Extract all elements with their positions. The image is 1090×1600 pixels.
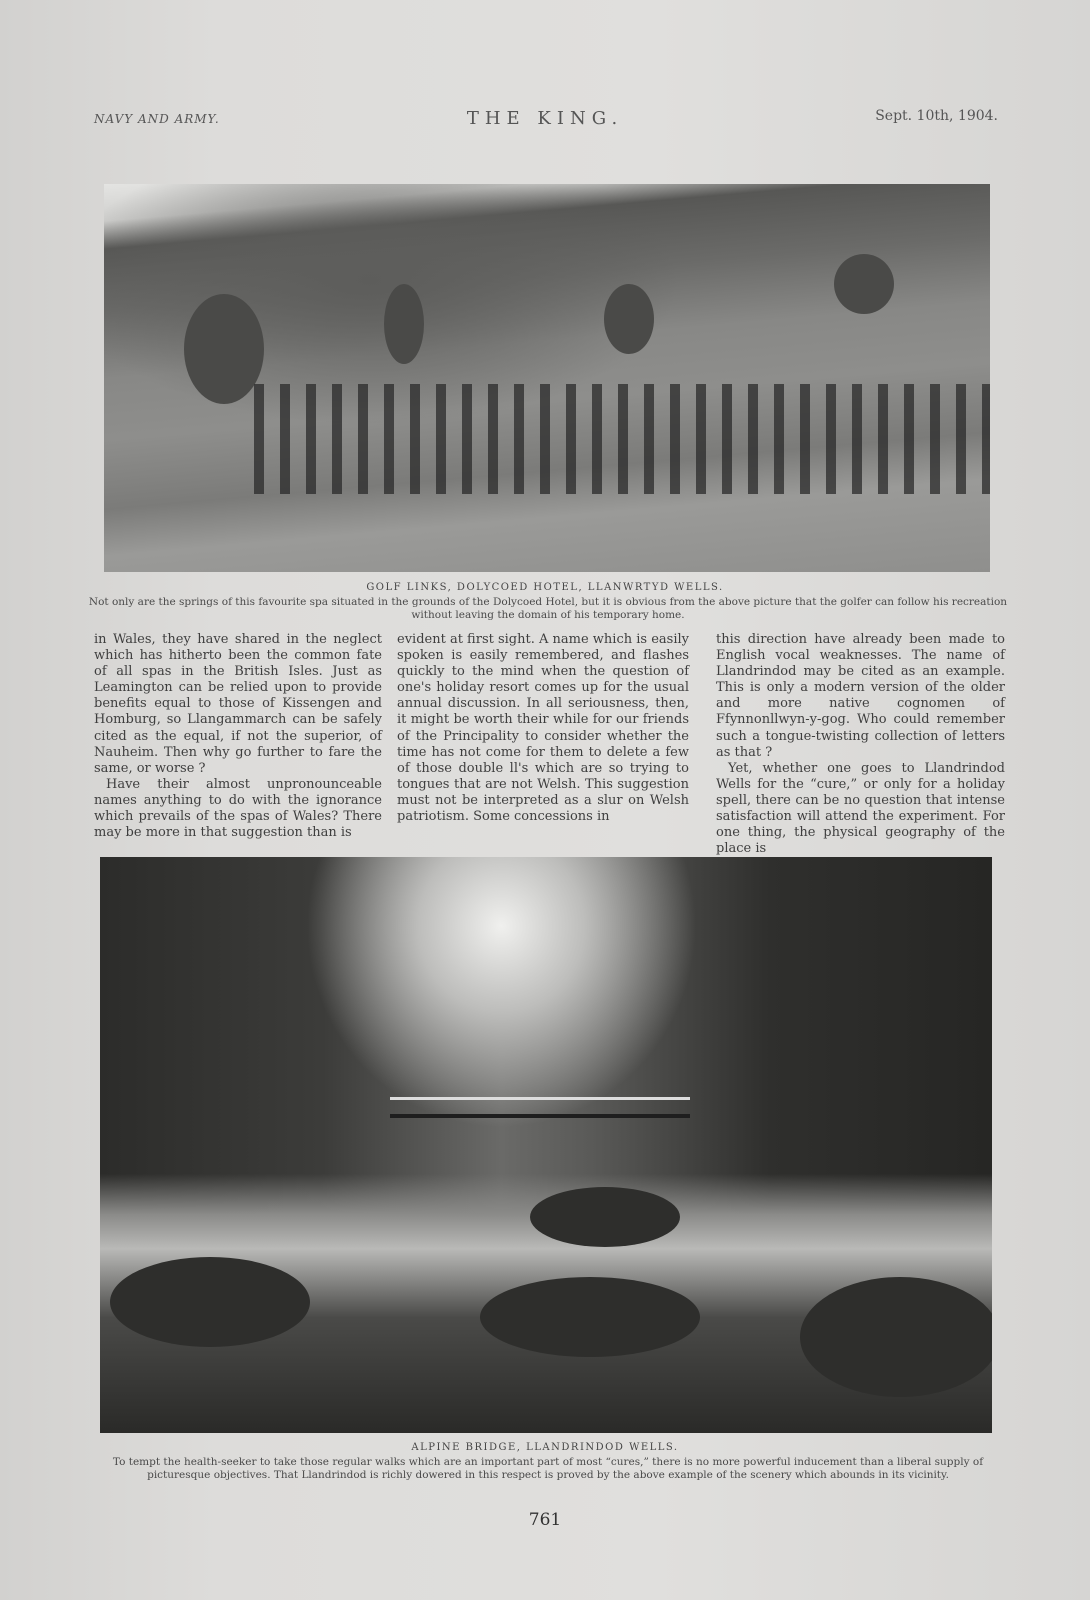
rock — [480, 1277, 700, 1357]
tree — [384, 284, 424, 364]
rock — [530, 1187, 680, 1247]
tree — [604, 284, 654, 354]
rock — [800, 1277, 992, 1397]
article-column-2 — [397, 632, 689, 825]
rock — [110, 1257, 310, 1347]
tree — [184, 294, 264, 404]
page-title: THE KING. — [466, 108, 624, 129]
paragraph: in Wales, they have shared in the neglect which has hitherto been the common fate of all spas in the British Isles. Just as Leamington can be relied upon to provide benefits equal to those of Kissengen and Homburg, so Llangammarch can be safely cited as the equal, if not the superior, of Nauheim. Then why go further to fare the same, or worse ? — [94, 632, 382, 776]
bridge — [390, 1097, 690, 1118]
paragraph: Have their almost unpronounceable names anything to do with the ignorance which prevails of the spas of Wales? There may be more in that suggestion than is — [94, 776, 382, 841]
paragraph: Yet, whether one goes to Llandrindod Wells for the “cure,” or only for a holiday spell, there can be no question that intense satisfaction will attend the experiment. For one thing, the physical geography of the place is — [716, 760, 1005, 857]
golfers-crowd — [254, 384, 990, 494]
figure2-title: ALPINE BRIDGE, LLANDRINDOD WELLS. — [411, 1442, 679, 1453]
alpine-bridge-photo — [100, 857, 992, 1433]
golf-links-photo — [104, 184, 990, 572]
publication-name: NAVY AND ARMY. — [94, 112, 220, 126]
article-column-3 — [716, 632, 1005, 857]
figure2-caption: To tempt the health-seeker to take those regular walks which are an important part of most “cures,” there is no more powerful inducement than a liberal supply of picturesque objectives. That Llandrindod is richly dowered in this respect is proved by the above example of the scenery which abounds in its vicinity. — [112, 1456, 984, 1481]
tree — [834, 254, 894, 314]
article-column-1 — [94, 632, 382, 841]
figure1-caption: Not only are the springs of this favourite spa situated in the grounds of the Dolycoed Hotel, but it is obvious from the above picture that the golfer can follow his recreation without leaving the domain of his temporary home. — [88, 596, 1008, 621]
issue-date: Sept. 10th, 1904. — [875, 108, 998, 124]
page-number: 761 — [528, 1510, 562, 1530]
paragraph: evident at first sight. A name which is easily spoken is easily remembered, and flashes quickly to the mind when the question of one's holiday resort comes up for the usual annual discussion. In all seriousness, then, it might be worth their while for our friends of the Principality to consider whether the time has not come for them to delete a few of those double ll's which are so trying to tongues that are not Welsh. This suggestion must not be interpreted as a slur on Welsh patriotism. Some concessions in — [397, 632, 689, 825]
paragraph: this direction have already been made to English vocal weaknesses. The name of Llandrindod may be cited as an example. This is only a modern version of the older and more native cognomen of Ffynnonllwyn-y-gog. Who could remember such a tongue-twisting collection of letters as that ? — [716, 632, 1005, 760]
figure1-title: GOLF LINKS, DOLYCOED HOTEL, LLANWRTYD WELLS. — [366, 582, 724, 593]
